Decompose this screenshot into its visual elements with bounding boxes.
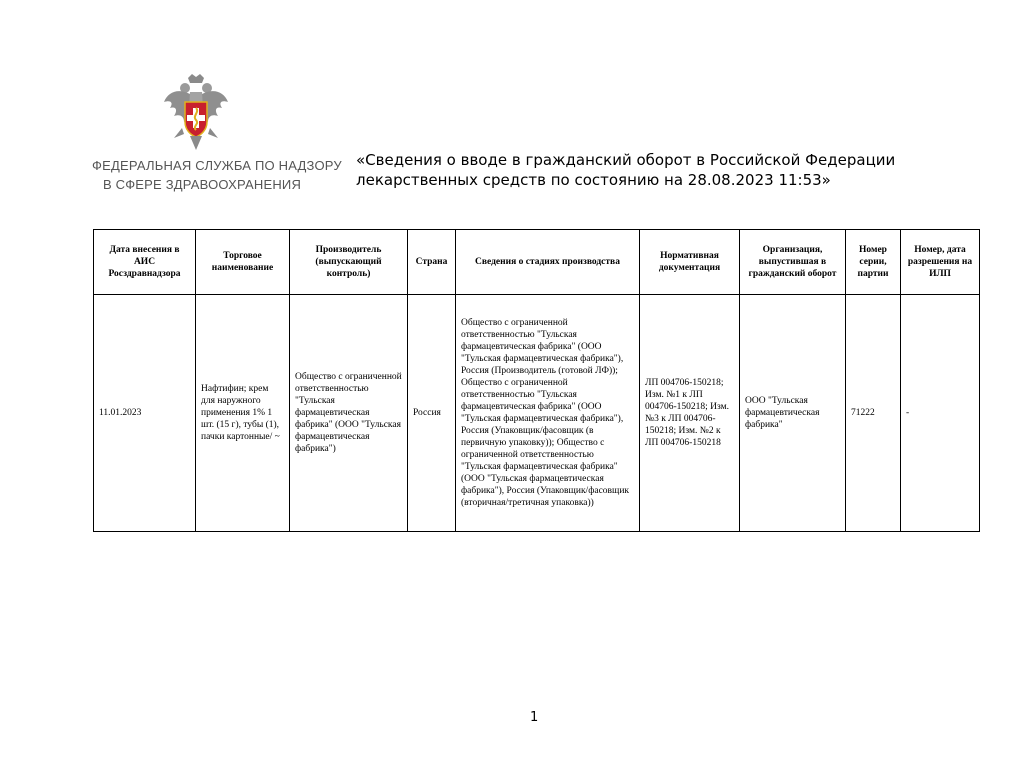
document-title-line1: «Сведения о вводе в гражданский оборот в Российской Федерации	[356, 151, 896, 169]
table-row	[94, 295, 980, 532]
document-title	[356, 150, 916, 190]
col-header-stages: Сведения о стадиях производства	[456, 230, 640, 295]
table-header-row	[94, 230, 980, 295]
cell-organization: ООО "Тульская фармацевтическая фабрика"	[740, 295, 846, 532]
document-title-line2: лекарственных средств по состоянию на 28.08.2023 11:53»	[356, 171, 831, 189]
agency-name-line2: В СФЕРЕ ЗДРАВООХРАНЕНИЯ	[102, 177, 302, 192]
roszdravnadzor-emblem-icon	[160, 72, 232, 152]
cell-date: 11.01.2023	[94, 295, 196, 532]
cell-manufacturer: Общество с ограниченной ответственностью "Тульская фармацевтическая фабрика" (ООО "Тульская фармацевтическая фабрика")	[290, 295, 408, 532]
agency-name	[92, 156, 342, 194]
cell-batch: 71222	[846, 295, 901, 532]
col-header-country: Страна	[408, 230, 456, 295]
records-table	[93, 229, 980, 532]
col-header-batch: Номер серии, партии	[846, 230, 901, 295]
cell-normative-doc: ЛП 004706-150218; Изм. №1 к ЛП 004706-150218; Изм. №3 к ЛП 004706-150218; Изм. №2 к ЛП 004706-150218	[640, 295, 740, 532]
col-header-trade-name: Торговое наименование	[196, 230, 290, 295]
col-header-normative-doc: Нормативная документация	[640, 230, 740, 295]
cell-ilp-permit: -	[901, 295, 980, 532]
page-number: 1	[530, 710, 539, 725]
cell-country: Россия	[408, 295, 456, 532]
col-header-date: Дата внесения в АИС Росздравнадзора	[94, 230, 196, 295]
cell-trade-name: Нафтифин; крем для наружного применения 1% 1 шт. (15 г), тубы (1), пачки картонные/ ~	[196, 295, 290, 532]
col-header-organization: Организация, выпустившая в гражданский оборот	[740, 230, 846, 295]
col-header-manufacturer: Производитель (выпускающий контроль)	[290, 230, 408, 295]
agency-name-line1: ФЕДЕРАЛЬНАЯ СЛУЖБА ПО НАДЗОРУ	[92, 158, 342, 173]
cell-stages: Общество с ограниченной ответственностью "Тульская фармацевтическая фабрика" (ООО "Тульская фармацевтическая фабрика"), Россия (Производитель (готовой ЛФ)); Общество с ограниченной ответственностью "Тульская фармацевтическая фабрика" (ООО "Тульская фармацевтическая фабрика"), Россия (Упаковщик/фасовщик (в первичную упаковку)); Общество с ограниченной ответственностью "Тульская фармацевтическая фабрика" (ООО "Тульская фармацевтическая фабрика"), Россия (Упаковщик/фасовщик (вторичная/третичная упаковка))	[456, 295, 640, 532]
col-header-ilp-permit: Номер, дата разрешения на ИЛП	[901, 230, 980, 295]
